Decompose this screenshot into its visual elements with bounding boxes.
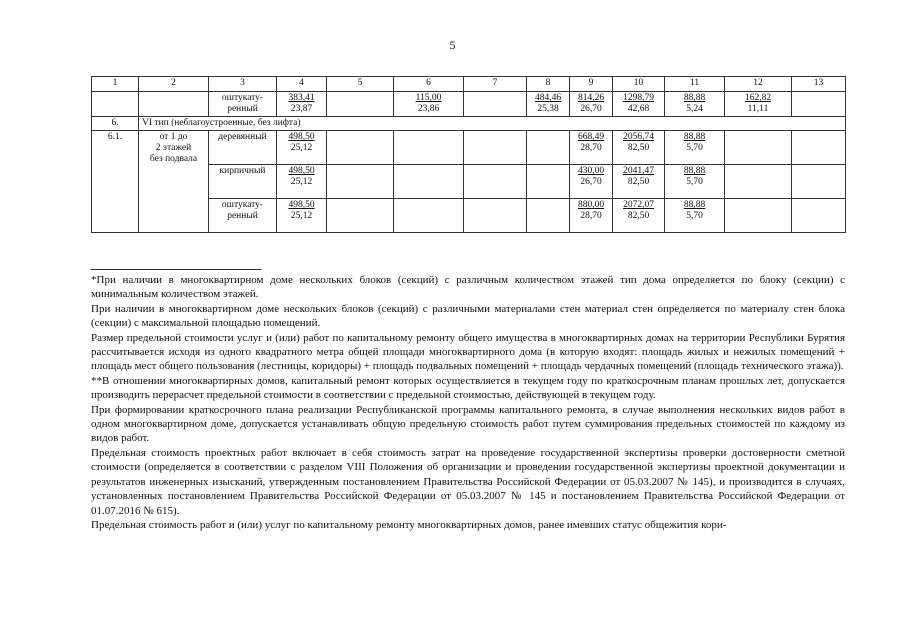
value-cell: $\frac{88,88}{5,24}$ xyxy=(665,92,725,117)
table-row xyxy=(92,92,846,117)
table-row xyxy=(92,131,846,165)
value-cell: $\frac{2072,07}{82,50}$ xyxy=(623,200,654,221)
note-paragraph: **В отношении многоквартирных домов, капитальный ремонт которых осуществляется в текущем году по краткосрочным планам прошлых лет, допускается производить перерасчет предельной стоимости в соответствии с предельной стоимостью, действующей в текущем году. xyxy=(91,374,845,402)
material-cell: деревянный xyxy=(209,131,277,165)
value-cell: $\frac{162,82}{11,11}$ xyxy=(725,92,792,117)
note-paragraph: Предельная стоимость проектных работ включает в себя стоимость затрат на проведение государственной экспертизы проверки достоверности сметной стоимости (определяется в соответствии с разделом VIII Положения об организации и проведении государственной экспертизы проектной документации и результатов инженерных изысканий, утвержденным постановлением Правительства Российской Федерации от 05.03.2007 № 145), и производится в случаях, установленных постановлением Правительства Российской Федерации от 05.03.2007 № 145 и постановлением Правительства Российской Федерации от 01.07.2016 № 615). xyxy=(91,446,845,517)
value-cell: $\frac{1298,79}{42,68}$ xyxy=(613,92,665,117)
floors-cell: от 1 до 2 этажей без подвала xyxy=(139,131,209,233)
value-cell: $\frac{498,50}{25,12}$ xyxy=(288,166,315,187)
value-cell: $\frac{88,88}{5,70}$ xyxy=(683,132,706,153)
table-header-row xyxy=(92,77,846,92)
value-cell: $\frac{2056,74}{82,50}$ xyxy=(623,132,654,153)
value-cell: $\frac{383,41}{23,87}$ xyxy=(277,92,327,117)
header-cell: 3 xyxy=(209,77,277,92)
value-cell: $\frac{430,00}{26,70}$ xyxy=(577,166,605,187)
header-cell: 2 xyxy=(139,77,209,92)
header-cell: 12 xyxy=(725,77,792,92)
header-cell: 13 xyxy=(792,77,846,92)
value-cell: $\frac{814,26}{26,70}$ xyxy=(570,92,613,117)
value-cell: $\frac{484,46}{25,38}$ xyxy=(527,92,570,117)
subsection-number: 6.1. xyxy=(92,131,139,233)
value-cell: $\frac{880,00}{28,70}$ xyxy=(577,200,605,221)
value-cell: $\frac{668,49}{28,70}$ xyxy=(577,132,605,153)
page-number: 5 xyxy=(449,38,456,52)
header-cell: 10 xyxy=(613,77,665,92)
footnotes xyxy=(91,273,845,532)
header-cell: 11 xyxy=(665,77,725,92)
header-cell: 9 xyxy=(570,77,613,92)
value-cell: $\frac{498,50}{25,12}$ xyxy=(288,132,315,153)
header-cell: 7 xyxy=(464,77,527,92)
section-number: 6. xyxy=(92,117,139,131)
note-paragraph: *При наличии в многоквартирном доме нескольких блоков (секций) с различным количеством этажей тип дома определяется по блоку (секции) с минимальным количеством этажей. xyxy=(91,274,845,301)
note-paragraph: При наличии в многоквартирном доме нескольких блоков (секций) с различными материалами стен материал стен определяется по материалу стен блока (секции) с максимальной площадью помещений. xyxy=(91,302,845,330)
value-cell: $\frac{115,00}{23,86}$ xyxy=(394,92,464,117)
header-cell: 8 xyxy=(527,77,570,92)
header-cell: 5 xyxy=(327,77,394,92)
cost-table xyxy=(91,76,846,233)
value-cell: $\frac{88,88}{5,70}$ xyxy=(683,200,706,221)
header-cell: 1 xyxy=(92,77,139,92)
value-cell: $\frac{88,88}{5,70}$ xyxy=(683,166,706,187)
note-paragraph: Размер предельной стоимости услуг и (или) работ по капитальному ремонту общего имущества в многоквартирных домах на территории Республики Бурятия рассчитывается исходя из одного квадратного метра общей площади многоквартирного дома (в которую входят: площадь жилых и нежилых помещений + площадь мест общего пользования (лестницы, коридоры) + площадь подвальных помещений + площадь чердачных помещений (площадь технического этажа)). xyxy=(91,331,845,373)
note-paragraph: При формировании краткосрочного плана реализации Республиканской программы капитального ремонта, в случае выполнения нескольких видов работ в одном многоквартирном доме, допускается устанавливать общую предельную стоимость работ путем суммирования предельных стоимостей по каждому из видов работ. xyxy=(91,403,845,445)
header-cell: 4 xyxy=(277,77,327,92)
header-cell: 6 xyxy=(394,77,464,92)
material-cell: кирпичный xyxy=(209,165,277,199)
note-paragraph: Предельная стоимость работ и (или) услуг по капитальному ремонту многоквартирных домов, ранее имевших статус общежития кори- xyxy=(91,518,727,531)
material-cell: оштукату- ренный xyxy=(209,199,277,233)
value-cell: $\frac{2041,47}{82,50}$ xyxy=(623,166,654,187)
section-title: VI тип (неблагоустроенные, без лифта) xyxy=(139,117,846,131)
footnote-divider xyxy=(91,269,261,270)
section-row xyxy=(92,117,846,131)
material-cell: оштукату- ренный xyxy=(209,92,277,117)
value-cell: $\frac{498,50}{25,12}$ xyxy=(288,200,315,221)
